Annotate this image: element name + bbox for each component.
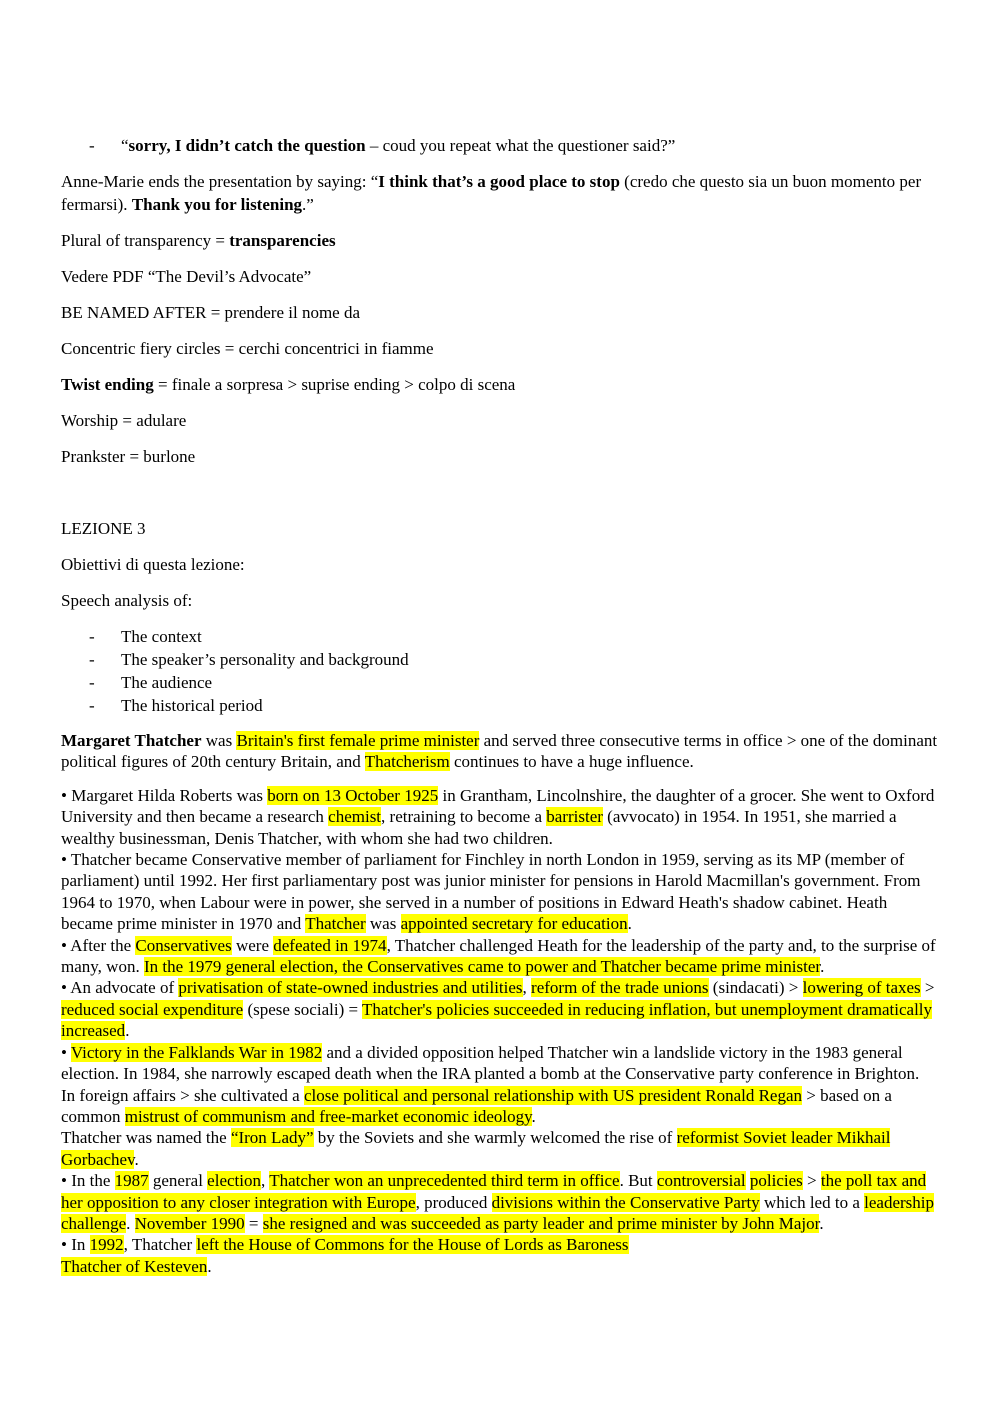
text-run: . [819, 1213, 824, 1233]
text-run: (spese sociali) = [243, 999, 363, 1019]
text-run: • After the [61, 935, 136, 955]
list-item [61, 671, 941, 694]
text-run: continues to have a huge influence. [449, 752, 694, 772]
text-run: > [802, 1171, 821, 1191]
highlighted-text: close political and personal relationship with US president Ronald Regan [303, 1085, 803, 1105]
dash-bullet: - [89, 696, 95, 715]
text-run: by the Soviets and she warmly welcomed the rise of [313, 1128, 677, 1148]
highlighted-text: left the House of Commons for the House of Lords as Baroness [196, 1235, 629, 1255]
text-run: • [61, 1042, 71, 1062]
top-dash-list [61, 134, 941, 157]
speech-analysis-label: Speech analysis of: [61, 591, 193, 610]
dash-bullet: - [89, 673, 95, 692]
highlighted-text: controversial [656, 1171, 746, 1191]
highlighted-text: election [207, 1171, 261, 1191]
text-run: , Thatcher [123, 1235, 197, 1255]
biography-paragraph [61, 1085, 941, 1128]
highlighted-text: Thatcher [305, 914, 366, 934]
highlighted-text: “Iron Lady” [230, 1128, 314, 1148]
text-run: , [260, 1171, 270, 1191]
list-item [61, 694, 941, 717]
text-run: Anne-Marie ends the presentation by saying: “ [61, 172, 379, 191]
bold-text: I think that’s a good place to stop [378, 172, 620, 191]
text-run: Prankster = burlone [61, 447, 196, 466]
text-run: in Grantham, Lincolnshire, the daughter of a grocer. She went to Oxford University and then became a research [61, 785, 935, 827]
biography-paragraph [61, 1234, 941, 1277]
text-run: was [365, 914, 401, 934]
highlighted-text: In the 1979 general election, the Conservatives came to power and Thatcher became prime minister [143, 957, 821, 977]
list-item-label: The speaker’s personality and background [121, 650, 409, 669]
text-run: • In the [61, 1171, 115, 1191]
highlighted-text: Thatcherism [364, 752, 450, 772]
text-run: and a divided opposition helped Thatcher win a landslide victory in the 1983 general election. In 1984, she narrowly escaped death when the IRA planted a bomb at the Conservative party conference in Brighton. [61, 1042, 920, 1084]
text-run: – coud you repeat what the questioner said?” [365, 136, 676, 155]
text-run: . [627, 914, 632, 934]
note-paragraph [61, 445, 941, 468]
note-paragraph [61, 265, 941, 288]
highlighted-text: November 1990 [134, 1213, 245, 1233]
text-run: > [920, 978, 935, 998]
highlighted-text: the poll tax and her opposition to any closer integration with Europe [61, 1171, 927, 1212]
text-run: , [522, 978, 532, 998]
list-item-label: The audience [121, 673, 213, 692]
note-paragraph [61, 170, 941, 216]
list-item-label: The historical period [121, 696, 263, 715]
text-run: and served three consecutive terms in office > one of the dominant political figures of 20th century Britain, and [61, 731, 938, 772]
text-run: > based on a common [61, 1085, 892, 1126]
biography-paragraph [61, 785, 941, 849]
highlighted-text: divisions within the Conservative Party [491, 1192, 760, 1212]
note-paragraph [61, 373, 941, 396]
text-run: , Thatcher challenged Heath for the leadership of the party and, to the surprise of many, won. [61, 935, 936, 977]
text-run: Concentric fiery circles = cerchi concentrici in fiamme [61, 339, 434, 358]
text-run: • Margaret Hilda Roberts was [61, 785, 268, 805]
thatcher-intro-paragraph [61, 730, 941, 773]
text-run: . [134, 1149, 139, 1169]
note-paragraph [61, 409, 941, 432]
bold-text: Twist ending [61, 375, 154, 394]
highlighted-text: Thatcher won an unprecedented third term in office [269, 1171, 620, 1191]
text-run: “ [121, 136, 129, 155]
text-run: Thatcher was named the [61, 1128, 231, 1148]
dash-bullet: - [89, 136, 95, 155]
highlighted-text: reform of the trade unions [531, 978, 709, 998]
bold-text: transparencies [229, 231, 336, 250]
highlighted-text: reformist Soviet leader Mikhail Gorbachev [61, 1128, 891, 1169]
highlighted-text: Thatcher of Kesteven [61, 1256, 208, 1276]
highlighted-text: defeated in 1974 [273, 935, 387, 955]
list-item [61, 134, 941, 157]
highlighted-text: Thatcher's policies succeeded in reducing inflation, but unemployment dramatically increased [61, 999, 933, 1041]
text-run: , produced [415, 1192, 492, 1212]
text-run: (credo che questo sia un buon momento per fermarsi). [61, 172, 922, 214]
text-run: .” [302, 195, 314, 214]
highlighted-text: mistrust of communism and free-market economic ideology [124, 1106, 532, 1126]
highlighted-text: 1987 [114, 1171, 149, 1191]
text-run: was [201, 731, 237, 750]
document-page [61, 134, 941, 1277]
text-run: • Thatcher became Conservative member of parliament for Finchley in north London in 1959, serving as its MP (member of parliament) until 1992. Her first parliamentary post was junior minister for pensions in Harold Macmillan's government. From 1964 to 1970, when Labour were in power, she served in a number of positions in Edward Heath's shadow cabinet. Heath became prime minister in 1970 and [61, 850, 921, 934]
text-run: . [126, 1213, 135, 1233]
highlighted-text: born on 13 October 1925 [267, 785, 439, 805]
text-run: • An advocate of [61, 978, 179, 998]
text-run: . But [619, 1171, 657, 1191]
text-run: In foreign affairs > she cultivated a [61, 1085, 304, 1105]
note-paragraph [61, 229, 941, 252]
highlighted-text: chemist [328, 807, 382, 827]
text-run: = [244, 1213, 263, 1233]
note-paragraph [61, 301, 941, 324]
text-run: = finale a sorpresa > suprise ending > colpo di scena [153, 375, 516, 394]
bold-text: Thank you for listening [131, 195, 303, 214]
bold-text: sorry, I didn’t catch the question [128, 136, 366, 155]
list-item-label: The context [121, 627, 202, 646]
text-run: . [207, 1256, 212, 1276]
highlighted-text: policies [749, 1171, 803, 1191]
highlighted-text: barrister [546, 807, 603, 827]
dash-bullet: - [89, 650, 95, 669]
text-run: . [125, 1021, 130, 1041]
text-run: , retraining to become a [381, 807, 547, 827]
highlighted-text: privatisation of state-owned industries and utilities [178, 978, 523, 998]
text-run: Vedere PDF “The Devil’s Advocate” [61, 267, 312, 286]
list-item [61, 625, 941, 648]
bold-text: Margaret Thatcher [61, 731, 202, 750]
vocabulary-notes [61, 170, 941, 468]
biography-paragraph [61, 849, 941, 935]
highlighted-text: lowering of taxes [802, 978, 921, 998]
section-gap [61, 481, 941, 517]
highlighted-text: she resigned and was succeeded as party leader and prime minister by John Major [262, 1213, 820, 1233]
text-run: were [231, 935, 274, 955]
biography-paragraph [61, 1127, 941, 1170]
text-run: general [148, 1171, 208, 1191]
highlighted-text: Victory in the Falklands War in 1982 [70, 1042, 323, 1062]
note-paragraph [61, 337, 941, 360]
text-run: . [531, 1106, 536, 1126]
list-item [61, 648, 941, 671]
text-run: BE NAMED AFTER = prendere il nome da [61, 303, 361, 322]
biography-paragraph [61, 977, 941, 1041]
thatcher-section [61, 730, 941, 1277]
text-run: (sindacati) > [708, 978, 803, 998]
text-run: (avvocato) in 1954. In 1951, she married a wealthy businessman, Denis Thatcher, with whom she had two children. [61, 807, 897, 848]
highlighted-text: Conservatives [135, 935, 232, 955]
text-run: . [820, 957, 825, 977]
text-run: • In [61, 1235, 90, 1255]
dash-bullet: - [89, 627, 95, 646]
text-run: which led to a [759, 1192, 865, 1212]
text-run: Plural of transparency = [61, 231, 230, 250]
text-run: Worship = adulare [61, 411, 187, 430]
speech-analysis-list [61, 625, 941, 717]
biography-paragraph [61, 1042, 941, 1085]
highlighted-text: leadership challenge [61, 1192, 934, 1233]
lesson-heading: LEZIONE 3 [61, 519, 146, 538]
highlighted-text: reduced social expenditure [61, 999, 244, 1019]
highlighted-text: appointed secretary for education [400, 914, 628, 934]
thatcher-biography [61, 785, 941, 1277]
highlighted-text: 1992 [89, 1235, 124, 1255]
highlighted-text: Britain's first female prime minister [236, 731, 480, 750]
biography-paragraph [61, 935, 941, 978]
objectives-label: Obiettivi di questa lezione: [61, 555, 245, 574]
biography-paragraph [61, 1170, 941, 1234]
